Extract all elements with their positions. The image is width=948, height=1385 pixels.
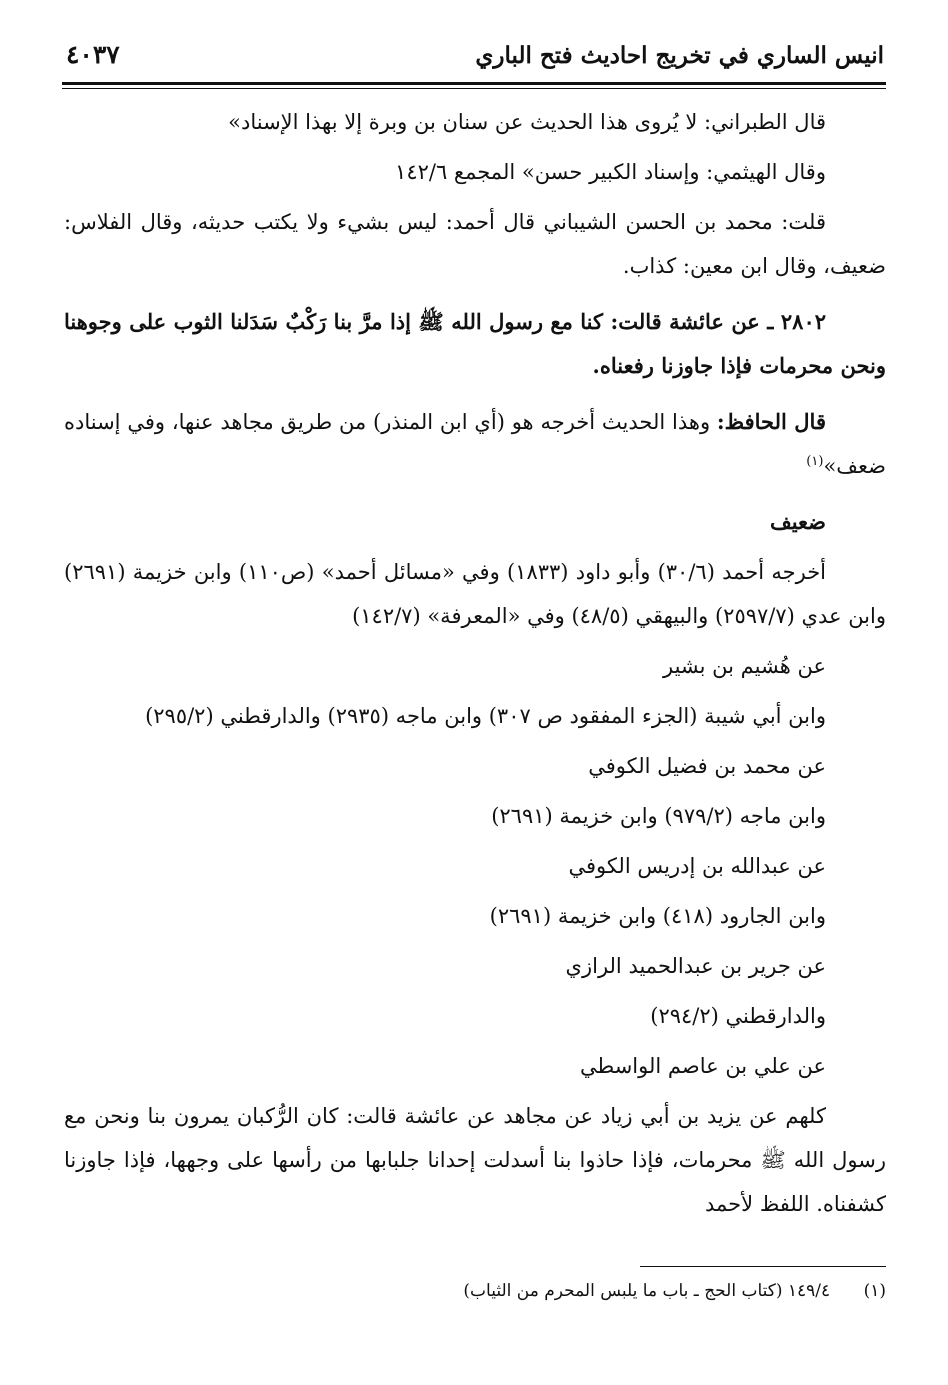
footnote [64, 1276, 886, 1306]
footnote-text: ١٤٩/٤ (كتاب الحج ـ باب ما يلبس المحرم من الثياب) [463, 1281, 831, 1301]
takhrij-ibn-majah: وابن ماجه (٩٧٩/٢) وابن خزيمة (٢٦٩١) [491, 804, 826, 828]
footnote-rule [640, 1266, 886, 1267]
main-text [64, 100, 886, 1226]
takhrij-ibn-jarud: وابن الجارود (٤١٨) وابن خزيمة (٢٦٩١) [489, 904, 826, 928]
grade-heading: ضعيف [769, 509, 826, 534]
footnote-reference: (١) [806, 454, 824, 469]
chain-ibn-fudayl: عن محمد بن فضيل الكوفي [588, 754, 826, 778]
final-paragraph: كلهم عن يزيد بن أبي زياد عن مجاهد عن عائشة قالت: كان الرُّكبان يمرون بنا ونحن مع رسول الله ﷺ محرمات، فإذا حاذوا بنا أسدلت إحدانا جلبابها من رأسها على وجهها، فإذا جاوزنا كشفناه. اللفظ لأحمد [64, 1104, 886, 1216]
footnote-number: (١) [863, 1281, 886, 1301]
running-header [62, 38, 884, 82]
hadith-number: ٢٨٠٢ ـ [767, 309, 827, 334]
takhrij-ahmad: أخرجه أحمد (٣٠/٦) وأبو داود (١٨٣٣) وفي «مسائل أحمد» (ص١١٠) وابن خزيمة (٢٦٩١) وابن عدي (٢٥٩٧/٧) والبيهقي (٤٨/٥) وفي «المعرفة» (١٤٢/٧) [64, 560, 886, 628]
paragraph-note: قلت: محمد بن الحسن الشيباني قال أحمد: ليس بشيء ولا يكتب حديثه، وقال الفلاس: ضعيف، وقال ابن معين: كذاب. [64, 210, 886, 278]
hafiz-text: وهذا الحديث أخرجه هو (أي ابن المنذر) من طريق مجاهد عنها، وفي إسناده ضعف» [64, 410, 886, 478]
hafiz-label: قال الحافظ: [716, 409, 826, 434]
chain-jarir: عن جرير بن عبدالحميد الرازي [565, 954, 826, 978]
book-title: انيس الساري في تخريج احاديث فتح الباري [475, 42, 884, 69]
hadith-paragraph [64, 300, 886, 388]
chain-ibn-idris: عن عبدالله بن إدريس الكوفي [568, 854, 826, 878]
paragraph-haythami: وقال الهيثمي: وإسناد الكبير حسن» المجمع ١٤٢/٦ [395, 160, 826, 184]
hafiz-paragraph [64, 400, 886, 488]
takhrij-ibn-abi-shayba: وابن أبي شيبة (الجزء المفقود ص ٣٠٧) وابن ماجه (٢٩٣٥) والدارقطني (٢٩٥/٢) [145, 704, 826, 728]
chain-hushaym: عن هُشيم بن بشير [663, 654, 826, 678]
paragraph-tabarani: قال الطبراني: لا يُروى هذا الحديث عن سنان بن وبرة إلا بهذا الإسناد» [228, 110, 826, 134]
page-number: ٤٠٣٧ [66, 40, 120, 69]
header-rule-thin [62, 88, 886, 89]
takhrij-daraqutni: والدارقطني (٢٩٤/٢) [650, 1004, 826, 1028]
header-rule [62, 82, 886, 85]
hadith-text: عن عائشة قالت: كنا مع رسول الله ﷺ إذا مرَّ بنا رَكْبٌ سَدَلنا الثوب على وجوهنا ونحن محرمات فإذا جاوزنا رفعناه. [64, 309, 886, 378]
chain-ali-ibn-asim: عن علي بن عاصم الواسطي [579, 1054, 826, 1078]
